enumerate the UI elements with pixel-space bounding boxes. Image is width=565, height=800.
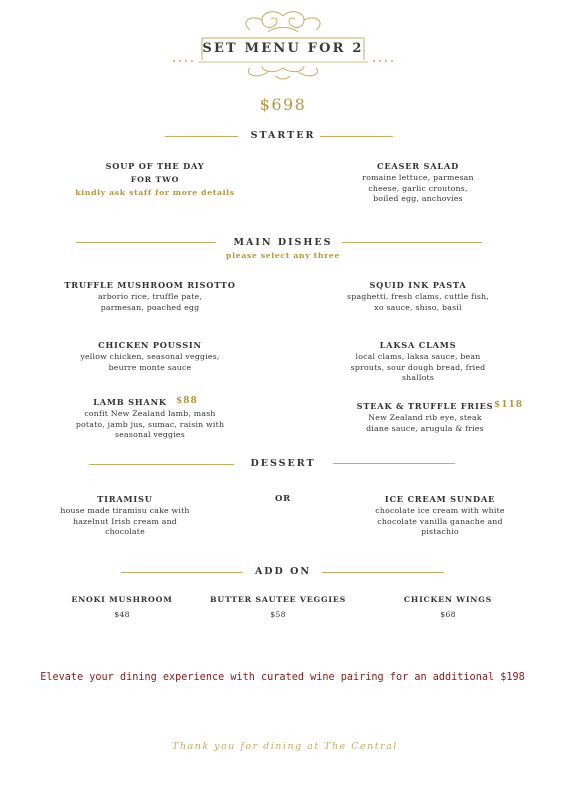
dish-description: yellow chicken, seasonal veggies, beurre monte sauce: [80, 352, 220, 372]
dish-name: SOUP OF THE DAY: [105, 161, 205, 171]
dish-name: TRUFFLE MUSHROOM RISOTTO: [64, 280, 236, 290]
section-title-dessert: DESSERT: [250, 458, 316, 469]
divider-line: [320, 136, 393, 137]
divider-line: [89, 464, 234, 465]
staff-note: kindly ask staff for more details: [75, 188, 235, 197]
dish-description: romaine lettuce, parmesan cheese, garlic croutons, boiled egg, anchovies: [362, 173, 474, 203]
dish-name: LAMB SHANK: [93, 397, 167, 407]
thank-you-footer: Thank you for dining at The Central: [172, 741, 398, 752]
divider-line: [121, 572, 243, 573]
divider-line: [342, 242, 482, 243]
divider-line: [76, 242, 216, 243]
divider-line: [333, 463, 455, 464]
dish-name: TIRAMISU: [97, 494, 153, 504]
section-title-starter: STARTER: [250, 130, 316, 141]
dish-name: LAKSA CLAMS: [379, 340, 457, 350]
section-title-main: MAIN DISHES: [233, 237, 333, 248]
section-title-addon: ADD ON: [254, 566, 312, 577]
dish-description: arborio rice, truffle pate, parmesan, poached egg: [97, 292, 203, 312]
dish-description: confit New Zealand lamb, mash potato, jamb jus, sumac, raisin with seasonal veggies: [75, 409, 225, 439]
dish-name: CEASER SALAD: [377, 161, 459, 171]
select-note: please select any three: [226, 251, 340, 260]
dish-subtitle: FOR TWO: [130, 175, 180, 184]
divider-line: [322, 572, 444, 573]
dish-name: CHICKEN POUSSIN: [98, 340, 202, 350]
dish-description: New Zealand rib eye, steak diane sauce, arugula & fries: [366, 413, 484, 433]
divider-line: [165, 136, 238, 137]
dish-description: local clams, laksa sauce, bean sprouts, sour dough bread, fried shallots: [350, 352, 486, 382]
dish-name: ICE CREAM SUNDAE: [384, 494, 496, 504]
addon-price: $58: [270, 610, 286, 619]
dish-description: house made tiramisu cake with hazelnut Irish cream and chocolate: [60, 506, 190, 536]
supplement-price: $88: [176, 396, 198, 406]
dish-name: STEAK & TRUFFLE FRIES: [356, 401, 494, 411]
or-separator: OR: [274, 494, 292, 504]
dish-name: SQUID INK PASTA: [369, 280, 467, 290]
menu-title: SET MENU FOR 2: [202, 41, 364, 56]
supplement-price: $118: [494, 400, 524, 410]
set-price: $698: [259, 95, 307, 114]
addon-name: ENOKI MUSHROOM: [71, 595, 173, 604]
addon-price: $48: [114, 610, 130, 619]
wine-pairing-note: Elevate your dining experience with curated wine pairing for an additional $198: [40, 672, 525, 683]
addon-price: $68: [440, 610, 456, 619]
addon-name: CHICKEN WINGS: [403, 595, 493, 604]
dish-description: spaghetti, fresh clams, cuttle fish, xo sauce, shiso, basil: [347, 292, 489, 312]
dish-description: chocolate ice cream with white chocolate vanilla ganache and pistachio: [375, 506, 505, 536]
addon-name: BUTTER SAUTEE VEGGIES: [209, 595, 347, 604]
